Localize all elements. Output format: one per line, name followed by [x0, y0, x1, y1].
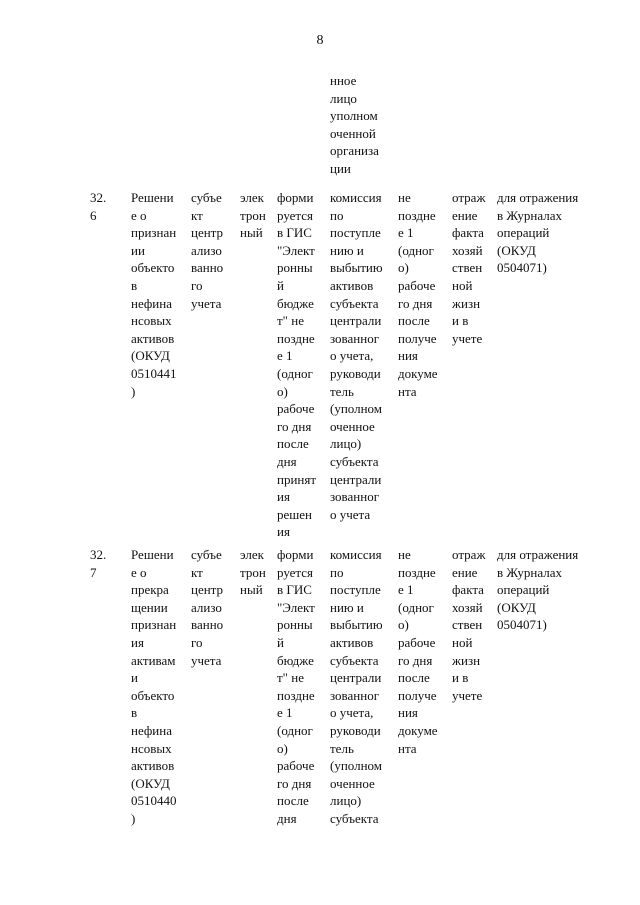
page-number: 8 — [316, 33, 324, 48]
row-number: 32. 7 — [90, 547, 107, 580]
usage: для отражения в Журналах операций (ОКУД 0504071) — [497, 190, 579, 276]
purpose: отраж ение факта хозяй ствен ной жизн и в учете — [452, 190, 486, 346]
purpose: отраж ение факта хозяй ствен ной жизн и в учете — [452, 547, 486, 703]
document-form: элек трон ный — [240, 547, 266, 598]
signatories: комиссия по поступле нию и выбытию активов субъекта централи зованног о учета, руководи тель (уполном оченное лицо) субъекта централи зованног о учета — [330, 190, 383, 522]
submission-deadline: не поздне е 1 (одног о) рабоче го дня после получе ния докуме нта — [398, 190, 438, 399]
document-name: Решени е о признан ии объекто в нефина нсовых активов (ОКУД 0510441 ) — [131, 190, 177, 399]
row-number: 32. 6 — [90, 190, 107, 223]
continuation-cell: нное лицо уполном оченной организа ции — [330, 73, 379, 176]
usage: для отражения в Журналах операций (ОКУД 0504071) — [497, 547, 579, 633]
document-name: Решени е о прекра щении признан ия активам и объекто в нефина нсовых активов (ОКУД 0510440 ) — [131, 547, 177, 826]
formation-timing: форми руется в ГИС "Элект ронны й бюдже т" не поздне е 1 (одног о) рабоче го дня после дня принят ия решен ия — [277, 190, 317, 540]
responsible-entity: субъе кт центр ализо ванно го учета — [191, 547, 224, 668]
signatories: комиссия по поступле нию и выбытию активов субъекта централи зованног о учета, руководи тель (уполном оченное лицо) субъекта — [330, 547, 383, 826]
document-form: элек трон ный — [240, 190, 266, 241]
submission-deadline: не поздне е 1 (одног о) рабоче го дня после получе ния докуме нта — [398, 547, 438, 756]
responsible-entity: субъе кт центр ализо ванно го учета — [191, 190, 224, 311]
formation-timing: форми руется в ГИС "Элект ронны й бюдже т" не поздне е 1 (одног о) рабоче го дня после дня — [277, 547, 315, 826]
